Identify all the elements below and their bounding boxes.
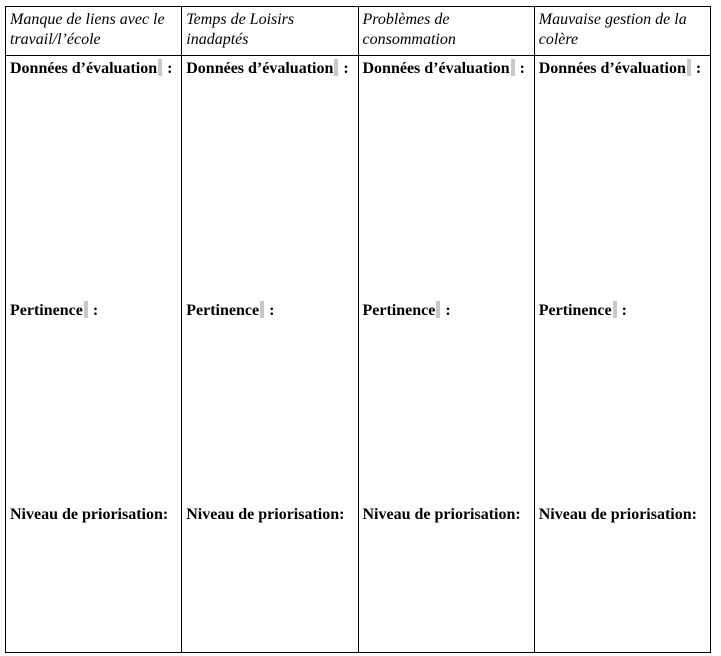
field-marker [84, 301, 88, 318]
relevance-label: Pertinence : [186, 302, 275, 319]
assessment-data-label: Données d’évaluation : [362, 60, 525, 77]
column-header-work-school: Manque de liens avec le travail/l’école [6, 7, 182, 56]
assessment-data-label: Données d’évaluation : [538, 60, 702, 77]
column-header-substance-use: Problèmes de consommation [358, 7, 534, 56]
table-cell-work-school[interactable] [6, 56, 182, 653]
assessment-data-label: Données d’évaluation : [186, 60, 349, 77]
table-cell-substance-use[interactable] [358, 56, 534, 653]
table-cell-anger-management[interactable] [534, 56, 710, 653]
relevance-label: Pertinence : [10, 302, 99, 319]
assessment-data-label: Données d’évaluation : [10, 60, 173, 77]
table-header-row [6, 7, 711, 56]
field-marker [158, 59, 162, 76]
priority-level-label: Niveau de priorisation: [10, 506, 169, 523]
column-header-leisure: Temps de Loisirs inadaptés [182, 7, 358, 56]
priority-level-label: Niveau de priorisation: [186, 506, 345, 523]
priority-level-label: Niveau de priorisation: [538, 506, 697, 523]
relevance-label: Pertinence : [362, 302, 451, 319]
table-cell-leisure[interactable] [182, 56, 358, 653]
field-marker [334, 59, 338, 76]
field-marker [260, 301, 264, 318]
field-marker [511, 59, 515, 76]
risk-factor-table [5, 6, 711, 653]
table-body-row [6, 56, 711, 653]
priority-level-label: Niveau de priorisation: [362, 506, 521, 523]
field-marker [436, 301, 440, 318]
field-marker [613, 301, 617, 318]
field-marker [687, 59, 691, 76]
column-header-anger-management: Mauvaise gestion de la colère [534, 7, 710, 56]
relevance-label: Pertinence : [538, 302, 627, 319]
